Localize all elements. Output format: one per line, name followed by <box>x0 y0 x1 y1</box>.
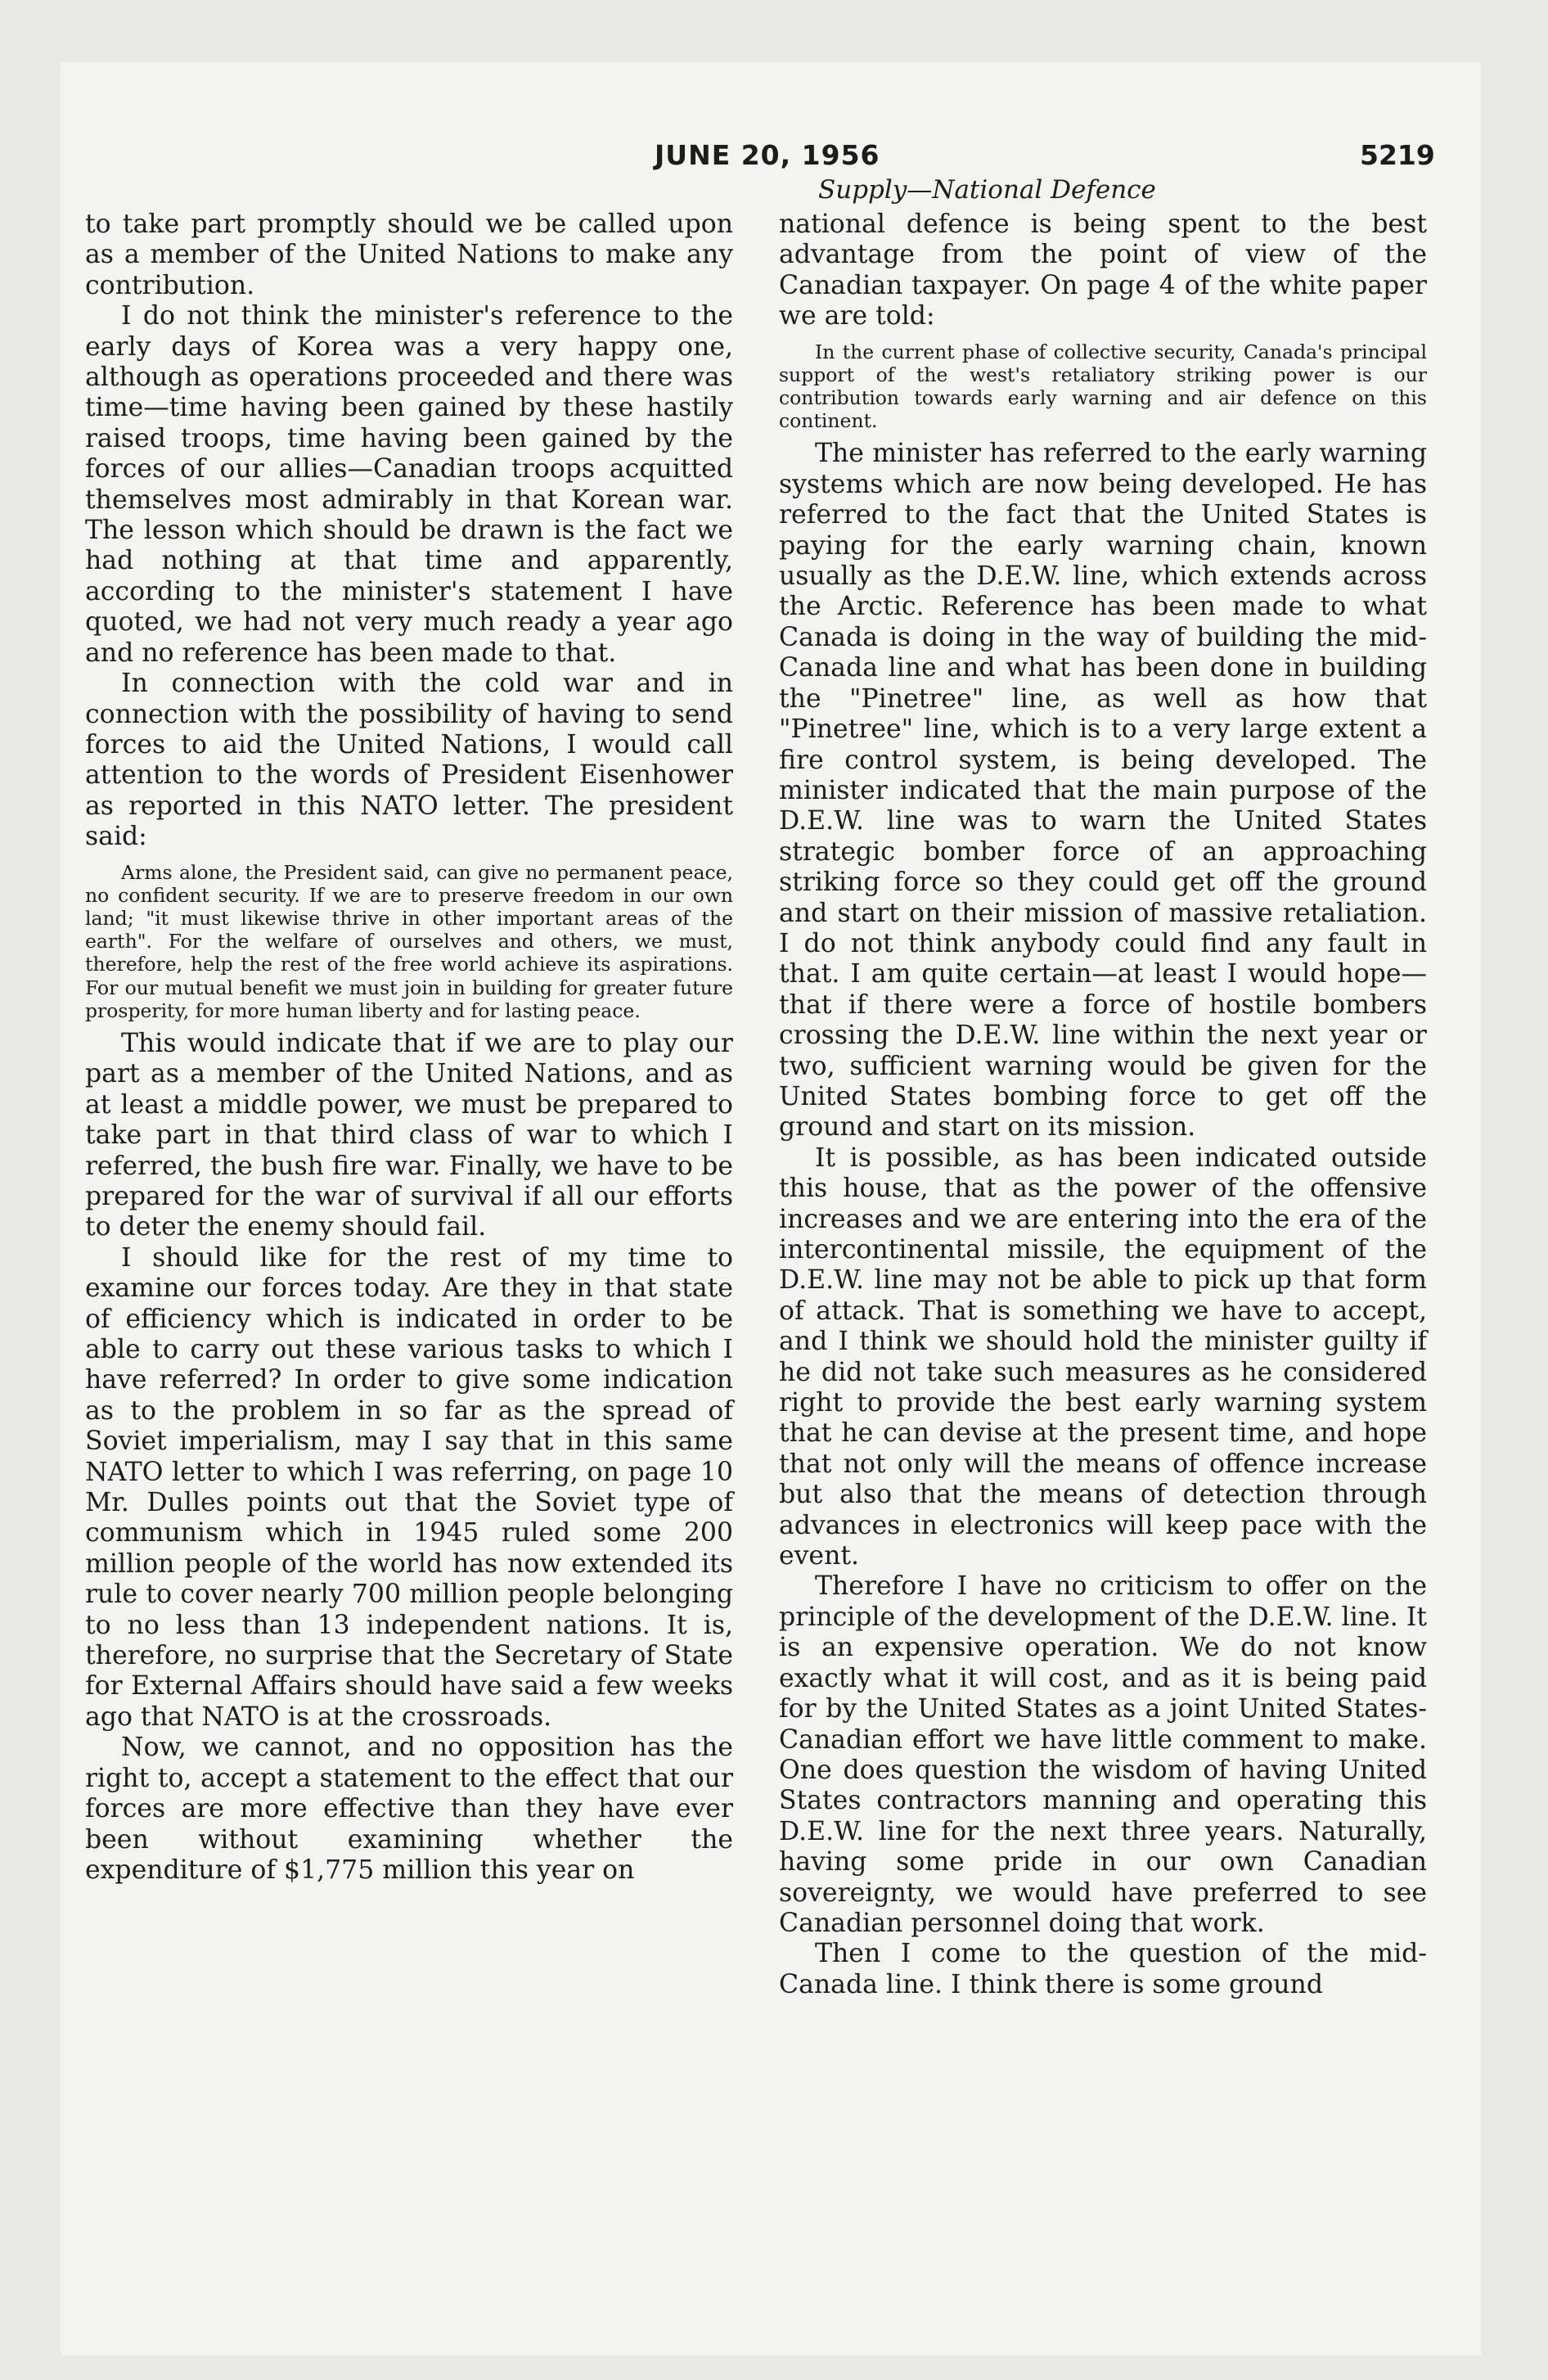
paragraph: Therefore I have no criticism to offer on the principle of the development of the D.E.W. line. It is an expensive operation. We do not know exactly what it will cost, and as it is being paid for by the United States as a joint United States-Canadian effort we have little comment to make. One does question the wisdom of having United States contractors manning and operating this D.E.W. line for the next three years. Naturally, having some pride in our own Canadian sovereignty, we would have preferred to see Canadian personnel doing that work. <box>779 1571 1427 1938</box>
header-date: JUNE 20, 1956 <box>655 139 880 171</box>
paragraph: I should like for the rest of my time to examine our forces today. Are they in that state of efficiency which is indicated in order to be able to carry out these various tasks to which I have referred? In order to give some indication as to the problem in so far as the spread of Soviet imperialism, may I say that in this same NATO letter to which I was referring, on page 10 Mr. Dulles points out that the Soviet type of communism which in 1945 ruled some 200 million people of the world has now extended its rule to cover nearly 700 million people belonging to no less than 13 independent nations. It is, therefore, no surprise that the Secretary of State for External Affairs should have said a few weeks ago that NATO is at the crossroads. <box>85 1242 733 1732</box>
paragraph: This would indicate that if we are to play our part as a member of the United Nations, and as at least a middle power, we must be prepared to take part in that third class of war to which I referred, the bush fire war. Finally, we have to be prepared for the war of survival if all our efforts to deter the enemy should fail. <box>85 1028 733 1242</box>
paragraph: to take part promptly should we be called upon as a member of the United Nations to make any contribution. <box>85 210 733 300</box>
paragraph: The minister has referred to the early warning systems which are now being developed. He has referred to the fact that the United States is paying for the early warning chain, known usually as the D.E.W. line, which extends across the Arctic. Reference has been made to what Canada is doing in the way of building the mid-Canada line and what has been done in building the "Pinetree" line, as well as how that "Pinetree" line, which is to a very large extent a fire control system, is being developed. The minister indicated that the main purpose of the D.E.W. line was to warn the United States strategic bomber force of an approaching striking force so they could get off the ground and start on their mission of massive retaliation. I do not think anybody could find any fault in that. I am quite certain—at least I would hope—that if there were a force of hostile bombers crossing the D.E.W. line within the next year or two, sufficient warning would be given for the United States bombing force to get off the ground and start on its mission. <box>779 439 1427 1143</box>
right-column <box>779 210 1427 2000</box>
paragraph: In connection with the cold war and in connection with the possibility of having to send forces to aid the United Nations, I would call attention to the words of President Eisenhower as reported in this NATO letter. The president said: <box>85 669 733 852</box>
paragraph: Then I come to the question of the mid-Canada line. I think there is some ground <box>779 1939 1427 1999</box>
block-quote: Arms alone, the President said, can give no permanent peace, no confident security. If we are to preserve freedom in our own land; "it must likewise thrive in other important areas of the earth". For the welfare of ourselves and others, we must, therefore, help the rest of the free world achieve its aspirations. For our mutual benefit we must join in building for greater future prosperity, for more human liberty and for lasting peace. <box>85 860 733 1022</box>
paragraph: I do not think the minister's reference to the early days of Korea was a very happy one, although as operations proceeded and there was time—time having been gained by these hastily raised troops, time having been gained by the forces of our allies—Canadian troops acquitted themselves most admirably in that Korean war. The lesson which should be drawn is the fact we had nothing at that time and apparently, according to the minister's statement I have quoted, we had not very much ready a year ago and no reference has been made to that. <box>85 301 733 668</box>
page-number: 5219 <box>1360 139 1435 171</box>
paragraph: Now, we cannot, and no opposition has the right to, accept a statement to the effect that our forces are more effective than they have ever been without examining whether the expenditure of $1,775 million this year on <box>85 1733 733 1885</box>
paragraph: national defence is being spent to the best advantage from the point of view of the Canadian taxpayer. On page 4 of the white paper we are told: <box>779 210 1427 331</box>
paragraph: It is possible, as has been indicated outside this house, that as the power of the offensive increases and we are entering into the era of the intercontinental missile, the equipment of the D.E.W. line may not be able to pick up that form of attack. That is something we have to accept, and I think we should hold the minister guilty if he did not take such measures as he considered right to provide the best early warning system that he can devise at the present time, and hope that not only will the means of offence increase but also that the means of detection through advances in electronics will keep pace with the event. <box>779 1143 1427 1571</box>
left-column <box>85 210 733 1886</box>
block-quote: In the current phase of collective security, Canada's principal support of the west's retaliatory striking power is our contribution towards early warning and air defence on this continent. <box>779 340 1427 433</box>
section-title: Supply—National Defence <box>818 175 1156 205</box>
